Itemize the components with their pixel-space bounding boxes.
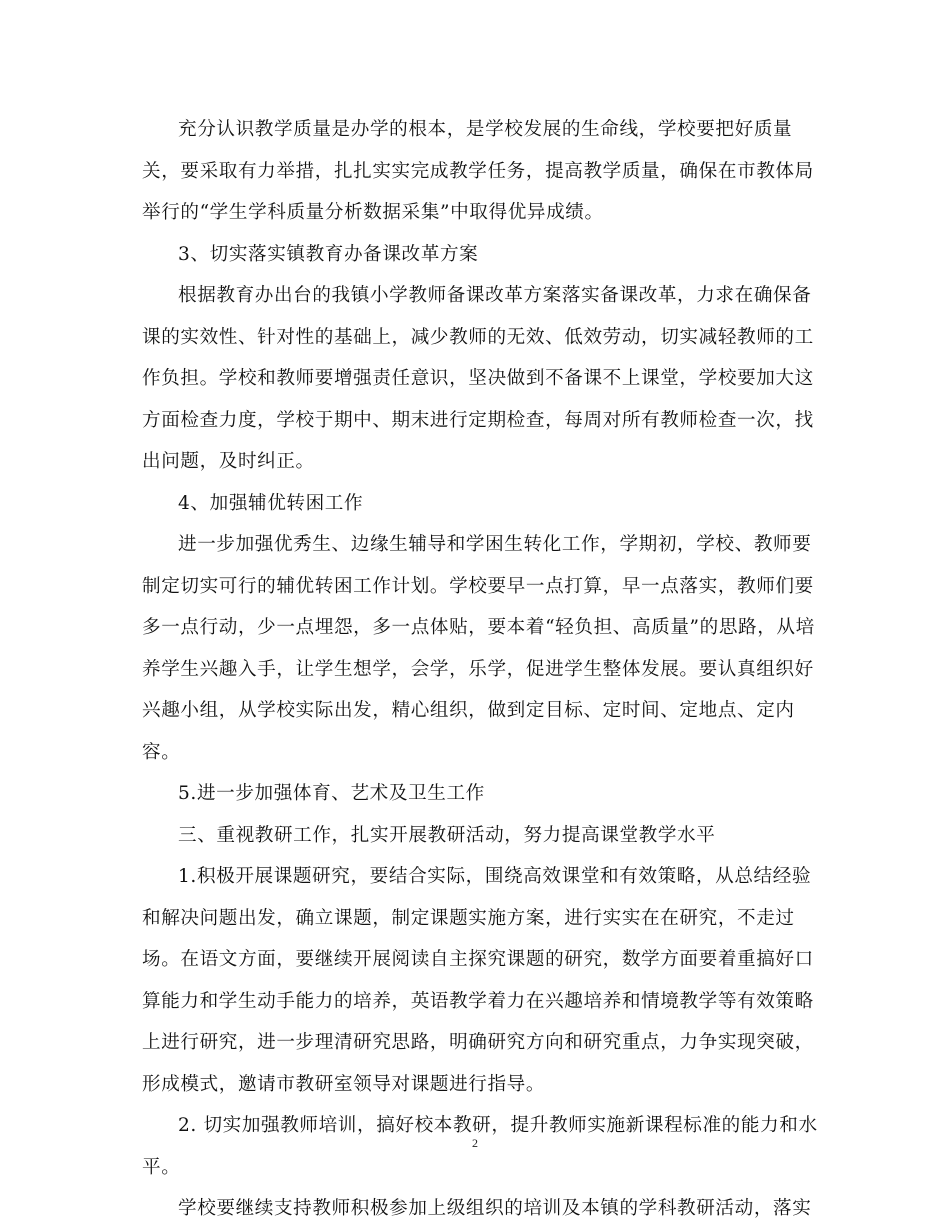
section-heading: 三、重视教研工作，扎实开展教研活动，努力提高课堂教学水平 xyxy=(178,824,716,846)
page-number: 2 xyxy=(472,1136,478,1150)
text-line: 学校要继续支持教师积极参加上级组织的培训及本镇的学科教研活动，落实 xyxy=(178,1198,812,1219)
text-line: 多一点行动，少一点埋怨，多一点体贴，要本着“轻负担、高质量”的思路，从培 xyxy=(142,617,815,638)
text-line: 出问题，及时纠正。 xyxy=(142,451,315,472)
text-line: 方面检查力度，学校于期中、期末进行定期检查，每周对所有教师检查一次，找 xyxy=(142,409,814,431)
text-line: 作负担。学校和教师要增强责任意识，坚决做到不备课不上课堂，学校要加大这 xyxy=(142,368,814,389)
section-heading: 3、切实落实镇教育办备课改革方案 xyxy=(178,243,479,265)
text-line: 形成模式，邀请市教研室领导对课题进行指导。 xyxy=(142,1073,546,1095)
text-line: 兴趣小组，从学校实际出发，精心组织，做到定目标、定时间、定地点、定内 xyxy=(142,700,795,721)
section-heading: 4、加强辅优转困工作 xyxy=(178,492,364,514)
text-line: 养学生兴趣入手，让学生想学，会学，乐学，促进学生整体发展。要认真组织好 xyxy=(142,658,814,680)
text-line: 场。在语文方面，要继续开展阅读自主探究课题的研究，数学方面要着重搞好口 xyxy=(142,949,814,970)
text-line: 充分认识教学质量是办学的根本，是学校发展的生命线，学校要把好质量 xyxy=(178,119,793,140)
text-line: 课的实效性、针对性的基础上，减少教师的无效、低效劳动，切实减轻教师的工 xyxy=(142,326,814,348)
text-line: 根据教育办出台的我镇小学教师备课改革方案落实备课改革，力求在确保备 xyxy=(178,285,812,306)
text-line: 算能力和学生动手能力的培养，英语教学着力在兴趣培养和情境教学等有效策略 xyxy=(142,990,814,1012)
text-line: 上进行研究，进一步理清研究思路，明确研究方向和研究重点，力争实现突破， xyxy=(142,1032,814,1053)
document-body xyxy=(142,114,818,1224)
section-heading: 5.进一步加强体育、艺术及卫生工作 xyxy=(178,783,485,804)
text-line: 2. 切实加强教师培训，搞好校本教研，提升教师实施新课程标准的能力和水 xyxy=(178,1115,818,1136)
text-line: 和解决问题出发，确立课题，制定课题实施方案，进行实实在在研究，不走过 xyxy=(142,907,795,929)
text-line: 关，要采取有力举措，扎扎实实完成教学任务，提高教学质量，确保在市教体局 xyxy=(142,160,814,182)
text-line: 进一步加强优秀生、边缘生辅导和学困生转化工作，学期初，学校、教师要 xyxy=(178,534,812,555)
text-line: 1.积极开展课题研究，要结合实际，围绕高效课堂和有效策略，从总结经验 xyxy=(178,866,812,887)
text-line: 平。 xyxy=(142,1156,181,1178)
text-line: 容。 xyxy=(142,741,181,763)
text-line: 举行的“学生学科质量分析数据采集”中取得优异成绩。 xyxy=(142,202,604,223)
text-line: 制定切实可行的辅优转困工作计划。学校要早一点打算，早一点落实，教师们要 xyxy=(142,575,814,597)
